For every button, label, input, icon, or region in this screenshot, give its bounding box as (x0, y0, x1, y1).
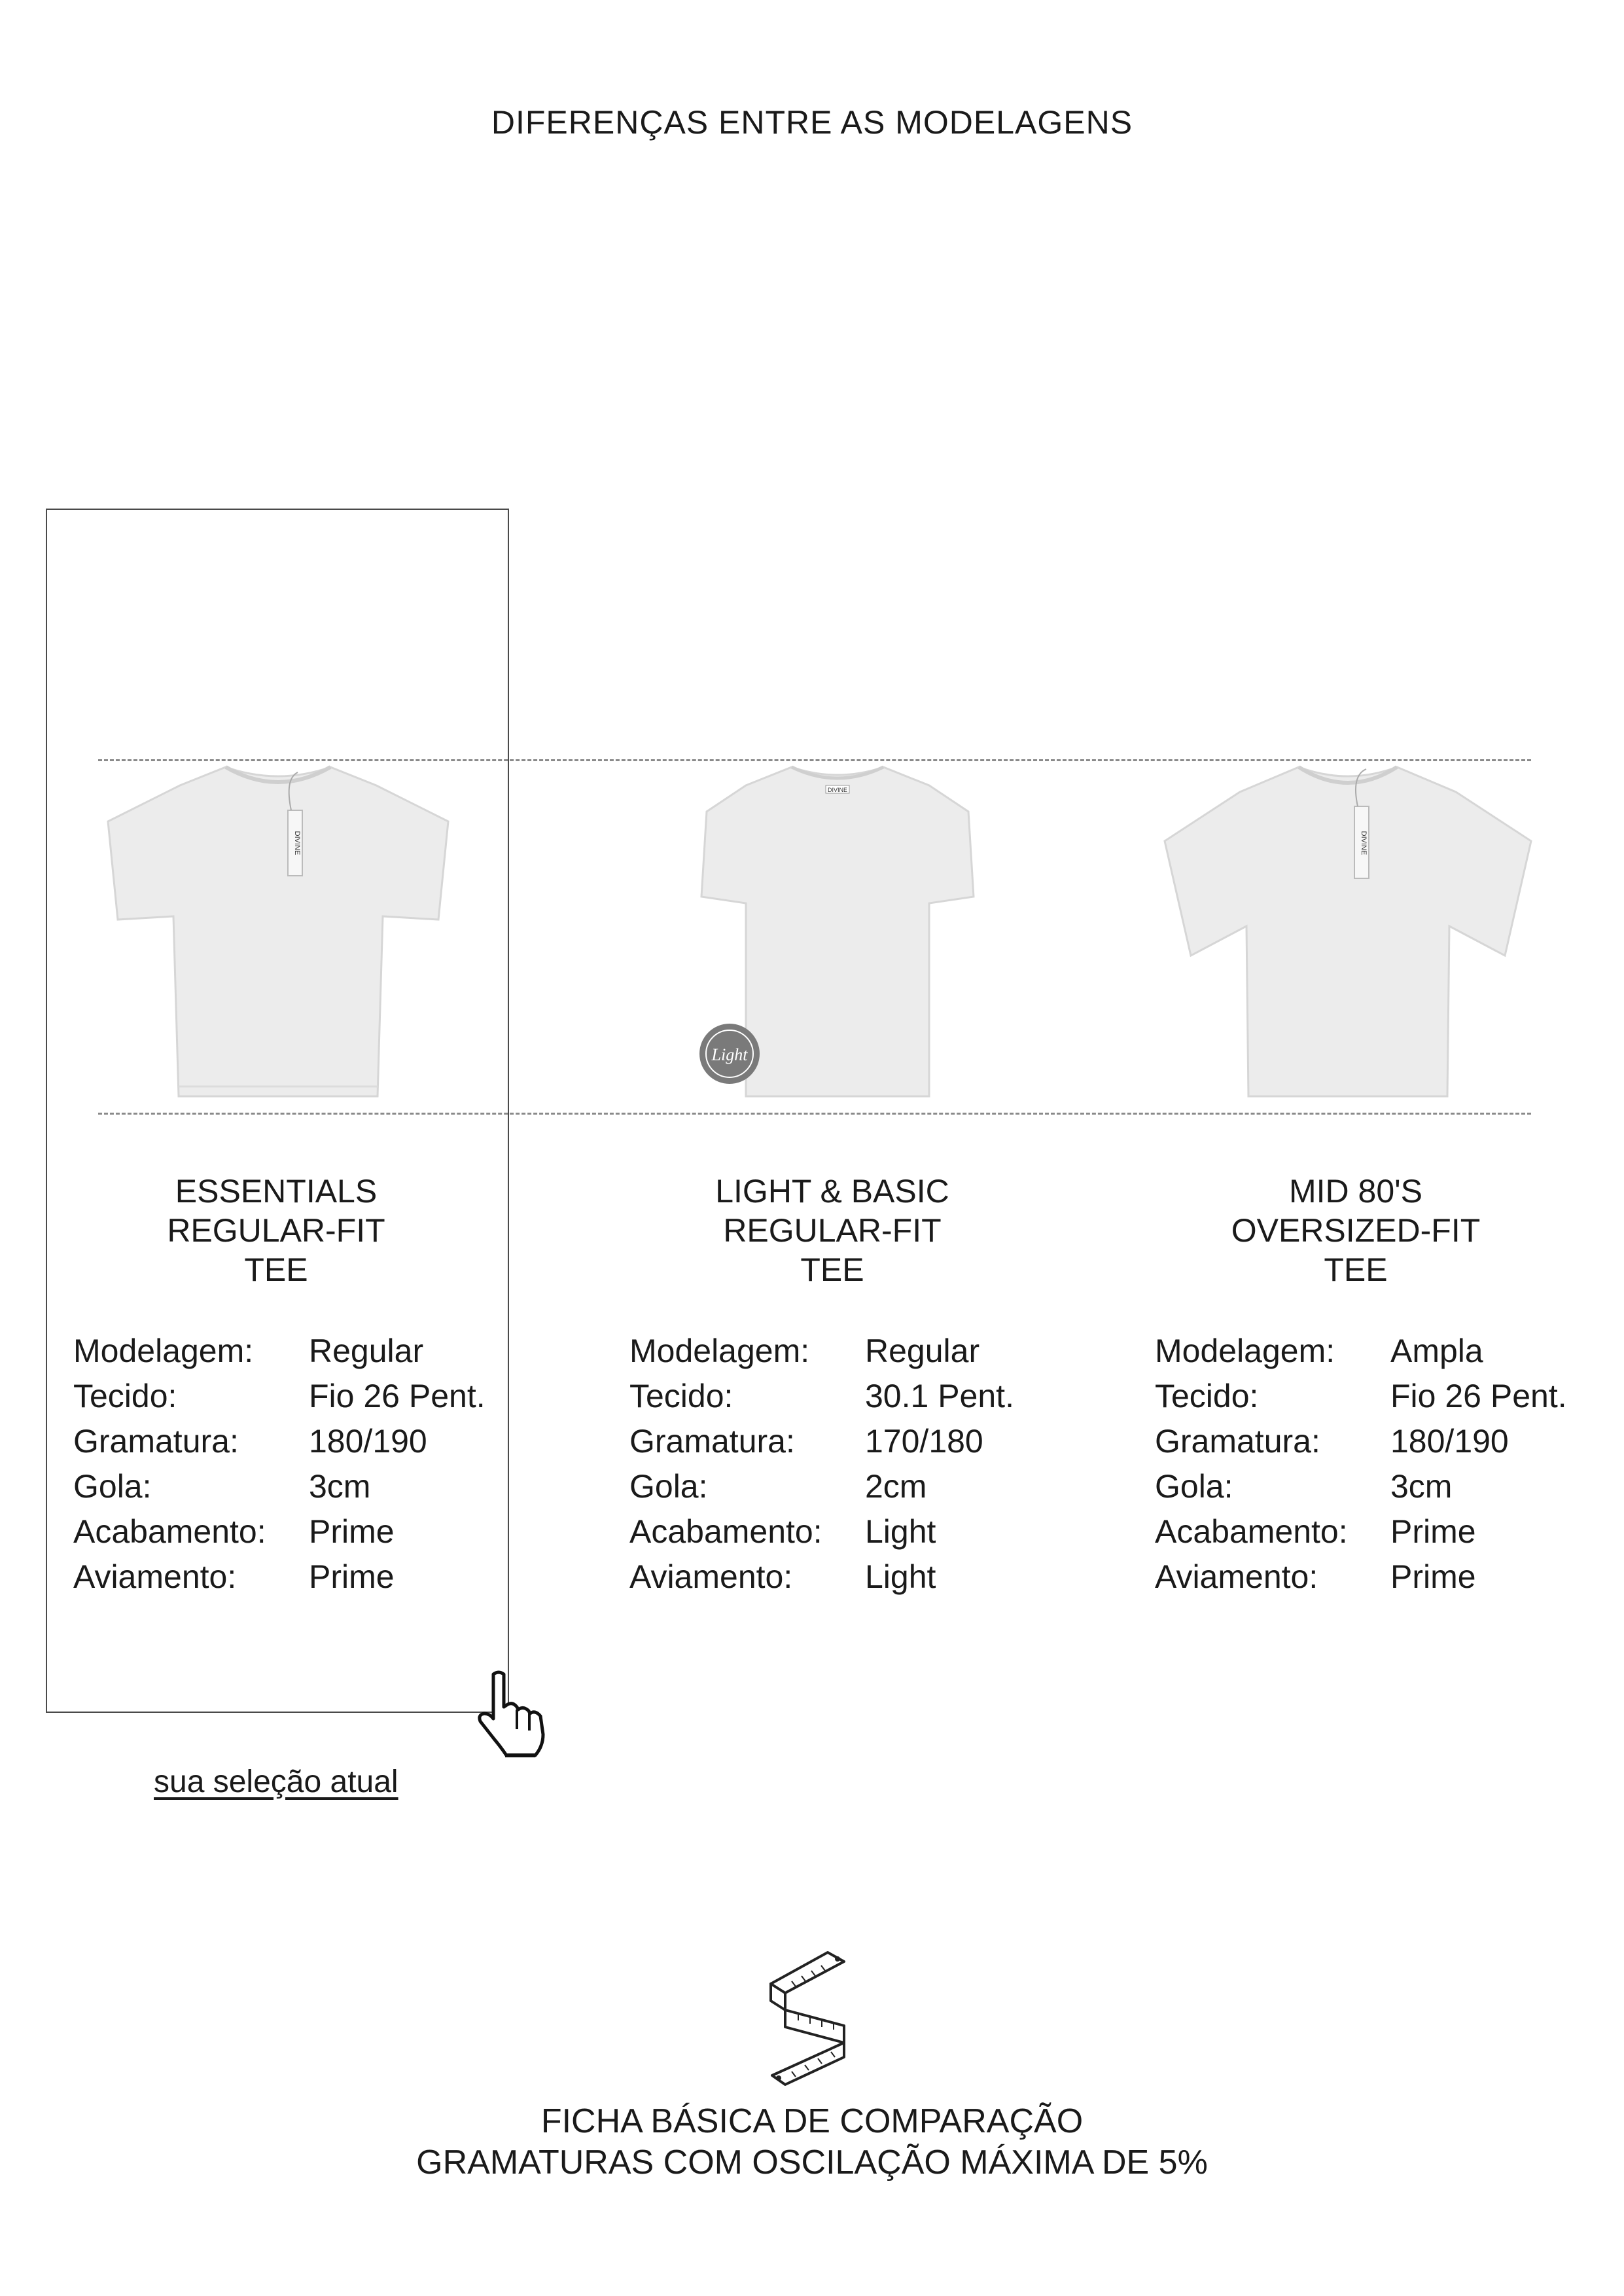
light-basic-tee-image[interactable] (654, 759, 1021, 1113)
footer-line-2: GRAMATURAS COM OSCILAÇÃO MÁXIMA DE 5% (416, 2144, 1208, 2181)
spec-row: Aviamento: Prime (73, 1558, 395, 1595)
spec-row: Gola: 2cm (629, 1468, 927, 1505)
spec-row: Acabamento: Prime (73, 1513, 395, 1550)
essentials-tee-image[interactable] (95, 759, 461, 1113)
page-title: DIFERENÇAS ENTRE AS MODELAGENS (491, 104, 1133, 141)
tag-text: DIVINE (293, 831, 301, 855)
light-badge-text: Light (711, 1045, 748, 1064)
spec-row: Modelagem: Regular (629, 1333, 980, 1369)
specs-table-essentials (73, 1329, 485, 1600)
measuring-tape-icon (766, 1947, 851, 2091)
spec-row: Acabamento: Light (629, 1513, 936, 1550)
current-selection-link[interactable]: sua seleção atual (154, 1765, 398, 1799)
product-name-mid80s: MID 80'S OVERSIZED-FIT TEE (1231, 1173, 1481, 1288)
spec-row: Gola: 3cm (1155, 1468, 1453, 1505)
spec-row: Acabamento: Prime (1155, 1513, 1476, 1550)
spec-row: Gramatura: 170/180 (629, 1423, 983, 1460)
spec-row: Tecido: Fio 26 Pent. (1155, 1378, 1567, 1414)
specs-table-mid80s (1155, 1329, 1567, 1600)
specs-table-light-basic (629, 1329, 1014, 1600)
product-name-light-basic: LIGHT & BASIC REGULAR-FIT TEE (715, 1173, 949, 1288)
spec-row: Modelagem: Regular (73, 1333, 424, 1369)
spec-row: Gramatura: 180/190 (73, 1423, 427, 1460)
footer-note (0, 2101, 1624, 2183)
svg-text:DIVINE: DIVINE (1360, 831, 1368, 855)
light-badge-icon (699, 1024, 760, 1084)
spec-row: Aviamento: Prime (1155, 1558, 1476, 1595)
svg-text:DIVINE: DIVINE (827, 787, 848, 793)
mid80s-tee-image[interactable] (1158, 759, 1538, 1113)
spec-row: Tecido: Fio 26 Pent. (73, 1378, 485, 1414)
spec-row: Gola: 3cm (73, 1468, 371, 1505)
product-name-essentials: ESSENTIALS REGULAR-FIT TEE (167, 1173, 385, 1288)
spec-row: Gramatura: 180/190 (1155, 1423, 1509, 1460)
footer-line-1: FICHA BÁSICA DE COMPARAÇÃO (540, 2102, 1084, 2140)
spec-row: Aviamento: Light (629, 1558, 936, 1595)
spec-row: Tecido: 30.1 Pent. (629, 1378, 1014, 1414)
spec-row: Modelagem: Ampla (1155, 1333, 1483, 1369)
hand-pointer-icon (475, 1669, 554, 1761)
